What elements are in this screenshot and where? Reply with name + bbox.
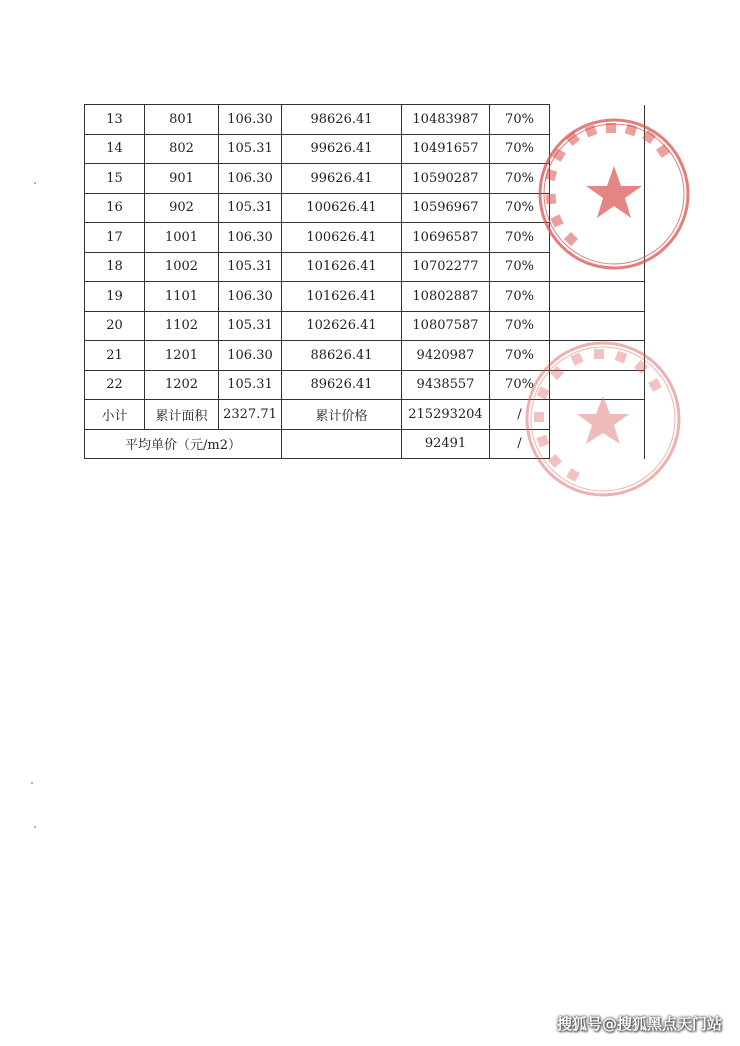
total-area-label: 累计面积	[145, 400, 219, 430]
room-number-cell: 801	[145, 105, 219, 135]
table-row	[85, 105, 645, 135]
total-price-cell: 9420987	[402, 341, 490, 371]
area-cell: 106.30	[219, 164, 282, 194]
room-number-cell: 1102	[145, 311, 219, 341]
subtotal-empty-cell	[550, 400, 645, 430]
average-ratio: /	[490, 429, 550, 459]
room-number-cell: 802	[145, 134, 219, 164]
average-label: 平均单价（元/m2）	[85, 429, 282, 459]
table-row	[85, 193, 645, 223]
blank-cell	[550, 223, 645, 253]
row-number-cell: 17	[85, 223, 145, 253]
area-cell: 105.31	[219, 311, 282, 341]
table-row	[85, 341, 645, 371]
ratio-cell: 70%	[490, 164, 550, 194]
row-number-cell: 21	[85, 341, 145, 371]
price-table-body	[85, 105, 645, 400]
row-number-cell: 16	[85, 193, 145, 223]
blank-cell	[550, 193, 645, 223]
unit-price-cell: 88626.41	[282, 341, 402, 371]
area-cell: 106.30	[219, 341, 282, 371]
ratio-cell: 70%	[490, 223, 550, 253]
unit-price-cell: 100626.41	[282, 223, 402, 253]
table-row	[85, 164, 645, 194]
subtotal-label: 小计	[85, 400, 145, 430]
average-empty-cell-2	[550, 429, 645, 459]
total-price-cell: 10596967	[402, 193, 490, 223]
row-number-cell: 22	[85, 370, 145, 400]
room-number-cell: 1202	[145, 370, 219, 400]
ratio-cell: 70%	[490, 370, 550, 400]
total-price-cell: 10807587	[402, 311, 490, 341]
total-price-cell: 10802887	[402, 282, 490, 312]
blank-cell	[550, 370, 645, 400]
row-number-cell: 13	[85, 105, 145, 135]
total-price-cell: 9438557	[402, 370, 490, 400]
blank-cell	[550, 341, 645, 371]
blank-cell	[550, 105, 645, 135]
area-cell: 106.30	[219, 282, 282, 312]
room-number-cell: 901	[145, 164, 219, 194]
ratio-cell: 70%	[490, 282, 550, 312]
area-cell: 106.30	[219, 223, 282, 253]
unit-price-cell: 102626.41	[282, 311, 402, 341]
unit-price-cell: 98626.41	[282, 105, 402, 135]
table-row	[85, 252, 645, 282]
total-price-label: 累计价格	[282, 400, 402, 430]
average-value: 92491	[402, 429, 490, 459]
blank-cell	[550, 311, 645, 341]
area-cell: 105.31	[219, 134, 282, 164]
area-cell: 105.31	[219, 370, 282, 400]
total-price-cell: 10702277	[402, 252, 490, 282]
average-empty-cell	[282, 429, 402, 459]
area-cell: 106.30	[219, 105, 282, 135]
watermark-text: 搜狐号@搜狐黑点天门站	[556, 1015, 722, 1033]
row-number-cell: 19	[85, 282, 145, 312]
blank-cell	[550, 282, 645, 312]
unit-price-cell: 99626.41	[282, 134, 402, 164]
average-row	[85, 429, 645, 459]
ratio-cell: 70%	[490, 311, 550, 341]
row-number-cell: 20	[85, 311, 145, 341]
row-number-cell: 18	[85, 252, 145, 282]
row-number-cell: 15	[85, 164, 145, 194]
blank-cell	[550, 252, 645, 282]
table-row	[85, 282, 645, 312]
summary-body	[85, 400, 645, 459]
total-price-value: 215293204	[402, 400, 490, 430]
unit-price-cell: 100626.41	[282, 193, 402, 223]
blank-cell	[550, 164, 645, 194]
blank-cell	[550, 134, 645, 164]
unit-price-cell: 101626.41	[282, 252, 402, 282]
unit-price-cell: 101626.41	[282, 282, 402, 312]
ratio-cell: 70%	[490, 252, 550, 282]
room-number-cell: 1001	[145, 223, 219, 253]
price-table	[84, 104, 645, 459]
total-price-cell: 10696587	[402, 223, 490, 253]
room-number-cell: 1101	[145, 282, 219, 312]
unit-price-cell: 99626.41	[282, 164, 402, 194]
ratio-cell: 70%	[490, 341, 550, 371]
room-number-cell: 1201	[145, 341, 219, 371]
total-price-cell: 10590287	[402, 164, 490, 194]
ratio-cell: 70%	[490, 193, 550, 223]
row-number-cell: 14	[85, 134, 145, 164]
ratio-cell: 70%	[490, 105, 550, 135]
scan-speck	[34, 826, 36, 828]
total-price-cell: 10483987	[402, 105, 490, 135]
table-row	[85, 370, 645, 400]
area-cell: 105.31	[219, 193, 282, 223]
unit-price-cell: 89626.41	[282, 370, 402, 400]
table-row	[85, 134, 645, 164]
total-area-value: 2327.71	[219, 400, 282, 430]
room-number-cell: 1002	[145, 252, 219, 282]
ratio-cell: 70%	[490, 134, 550, 164]
table-row	[85, 311, 645, 341]
room-number-cell: 902	[145, 193, 219, 223]
scan-speck	[34, 182, 36, 184]
subtotal-row	[85, 400, 645, 430]
table-row	[85, 223, 645, 253]
area-cell: 105.31	[219, 252, 282, 282]
subtotal-ratio: /	[490, 400, 550, 430]
total-price-cell: 10491657	[402, 134, 490, 164]
scan-speck	[31, 782, 33, 784]
